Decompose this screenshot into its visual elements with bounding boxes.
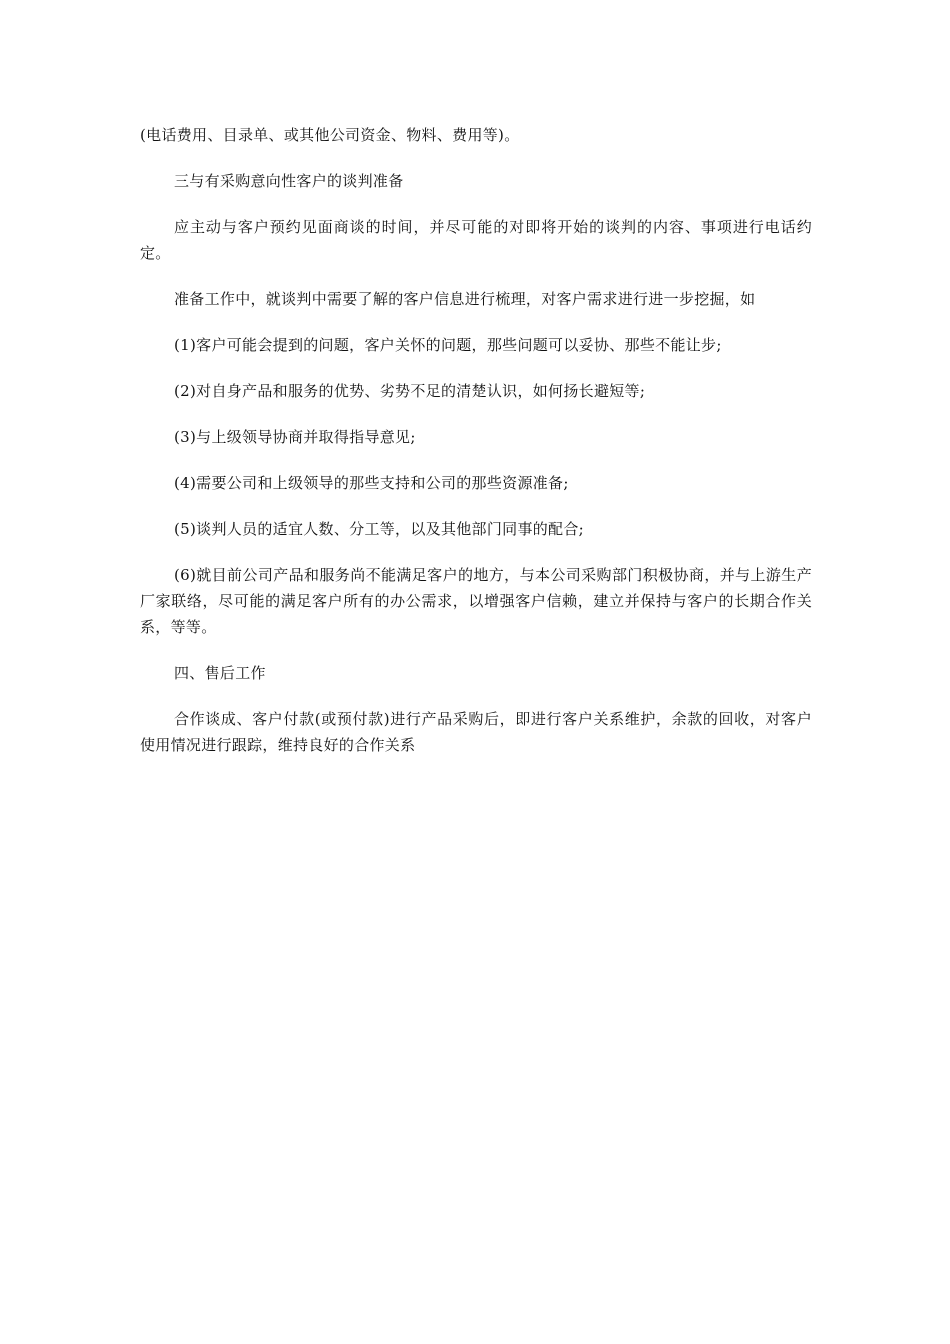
section-heading-after-sales: 四、售后工作 bbox=[174, 664, 266, 682]
paragraph-after-sales: 合作谈成、客户付款(或预付款)进行产品采购后，即进行客户关系维护，余款的回收，对客户使用情况进行跟踪，维持良好的合作关系 bbox=[140, 710, 812, 754]
list-item-2: (2)对自身产品和服务的优势、劣势不足的清楚认识，如何扬长避短等; bbox=[174, 382, 646, 400]
list-item-6: (6)就目前公司产品和服务尚不能满足客户的地方，与本公司采购部门积极协商，并与上游生产厂家联络，尽可能的满足客户所有的办公需求，以增强客户信赖，建立并保持与客户的长期合作关系，等等。 bbox=[140, 566, 812, 636]
paragraph-appointment: 应主动与客户预约见面商谈的时间，并尽可能的对即将开始的谈判的内容、事项进行电话约定。 bbox=[140, 218, 812, 262]
paragraph-expense-note: (电话费用、目录单、或其他公司资金、物料、费用等)。 bbox=[140, 126, 520, 144]
section-heading-negotiation-prep: 三与有采购意向性客户的谈判准备 bbox=[174, 172, 404, 190]
list-item-5: (5)谈判人员的适宜人数、分工等，以及其他部门同事的配合; bbox=[174, 520, 585, 538]
list-item-1: (1)客户可能会提到的问题，客户关怀的问题，那些问题可以妥协、那些不能让步; bbox=[174, 336, 722, 354]
paragraph-preparation: 准备工作中，就谈判中需要了解的客户信息进行梳理，对客户需求进行进一步挖掘，如 bbox=[174, 290, 756, 308]
list-item-4: (4)需要公司和上级领导的那些支持和公司的那些资源准备; bbox=[174, 474, 569, 492]
list-item-3: (3)与上级领导协商并取得指导意见; bbox=[174, 428, 416, 446]
document-body bbox=[140, 122, 812, 778]
